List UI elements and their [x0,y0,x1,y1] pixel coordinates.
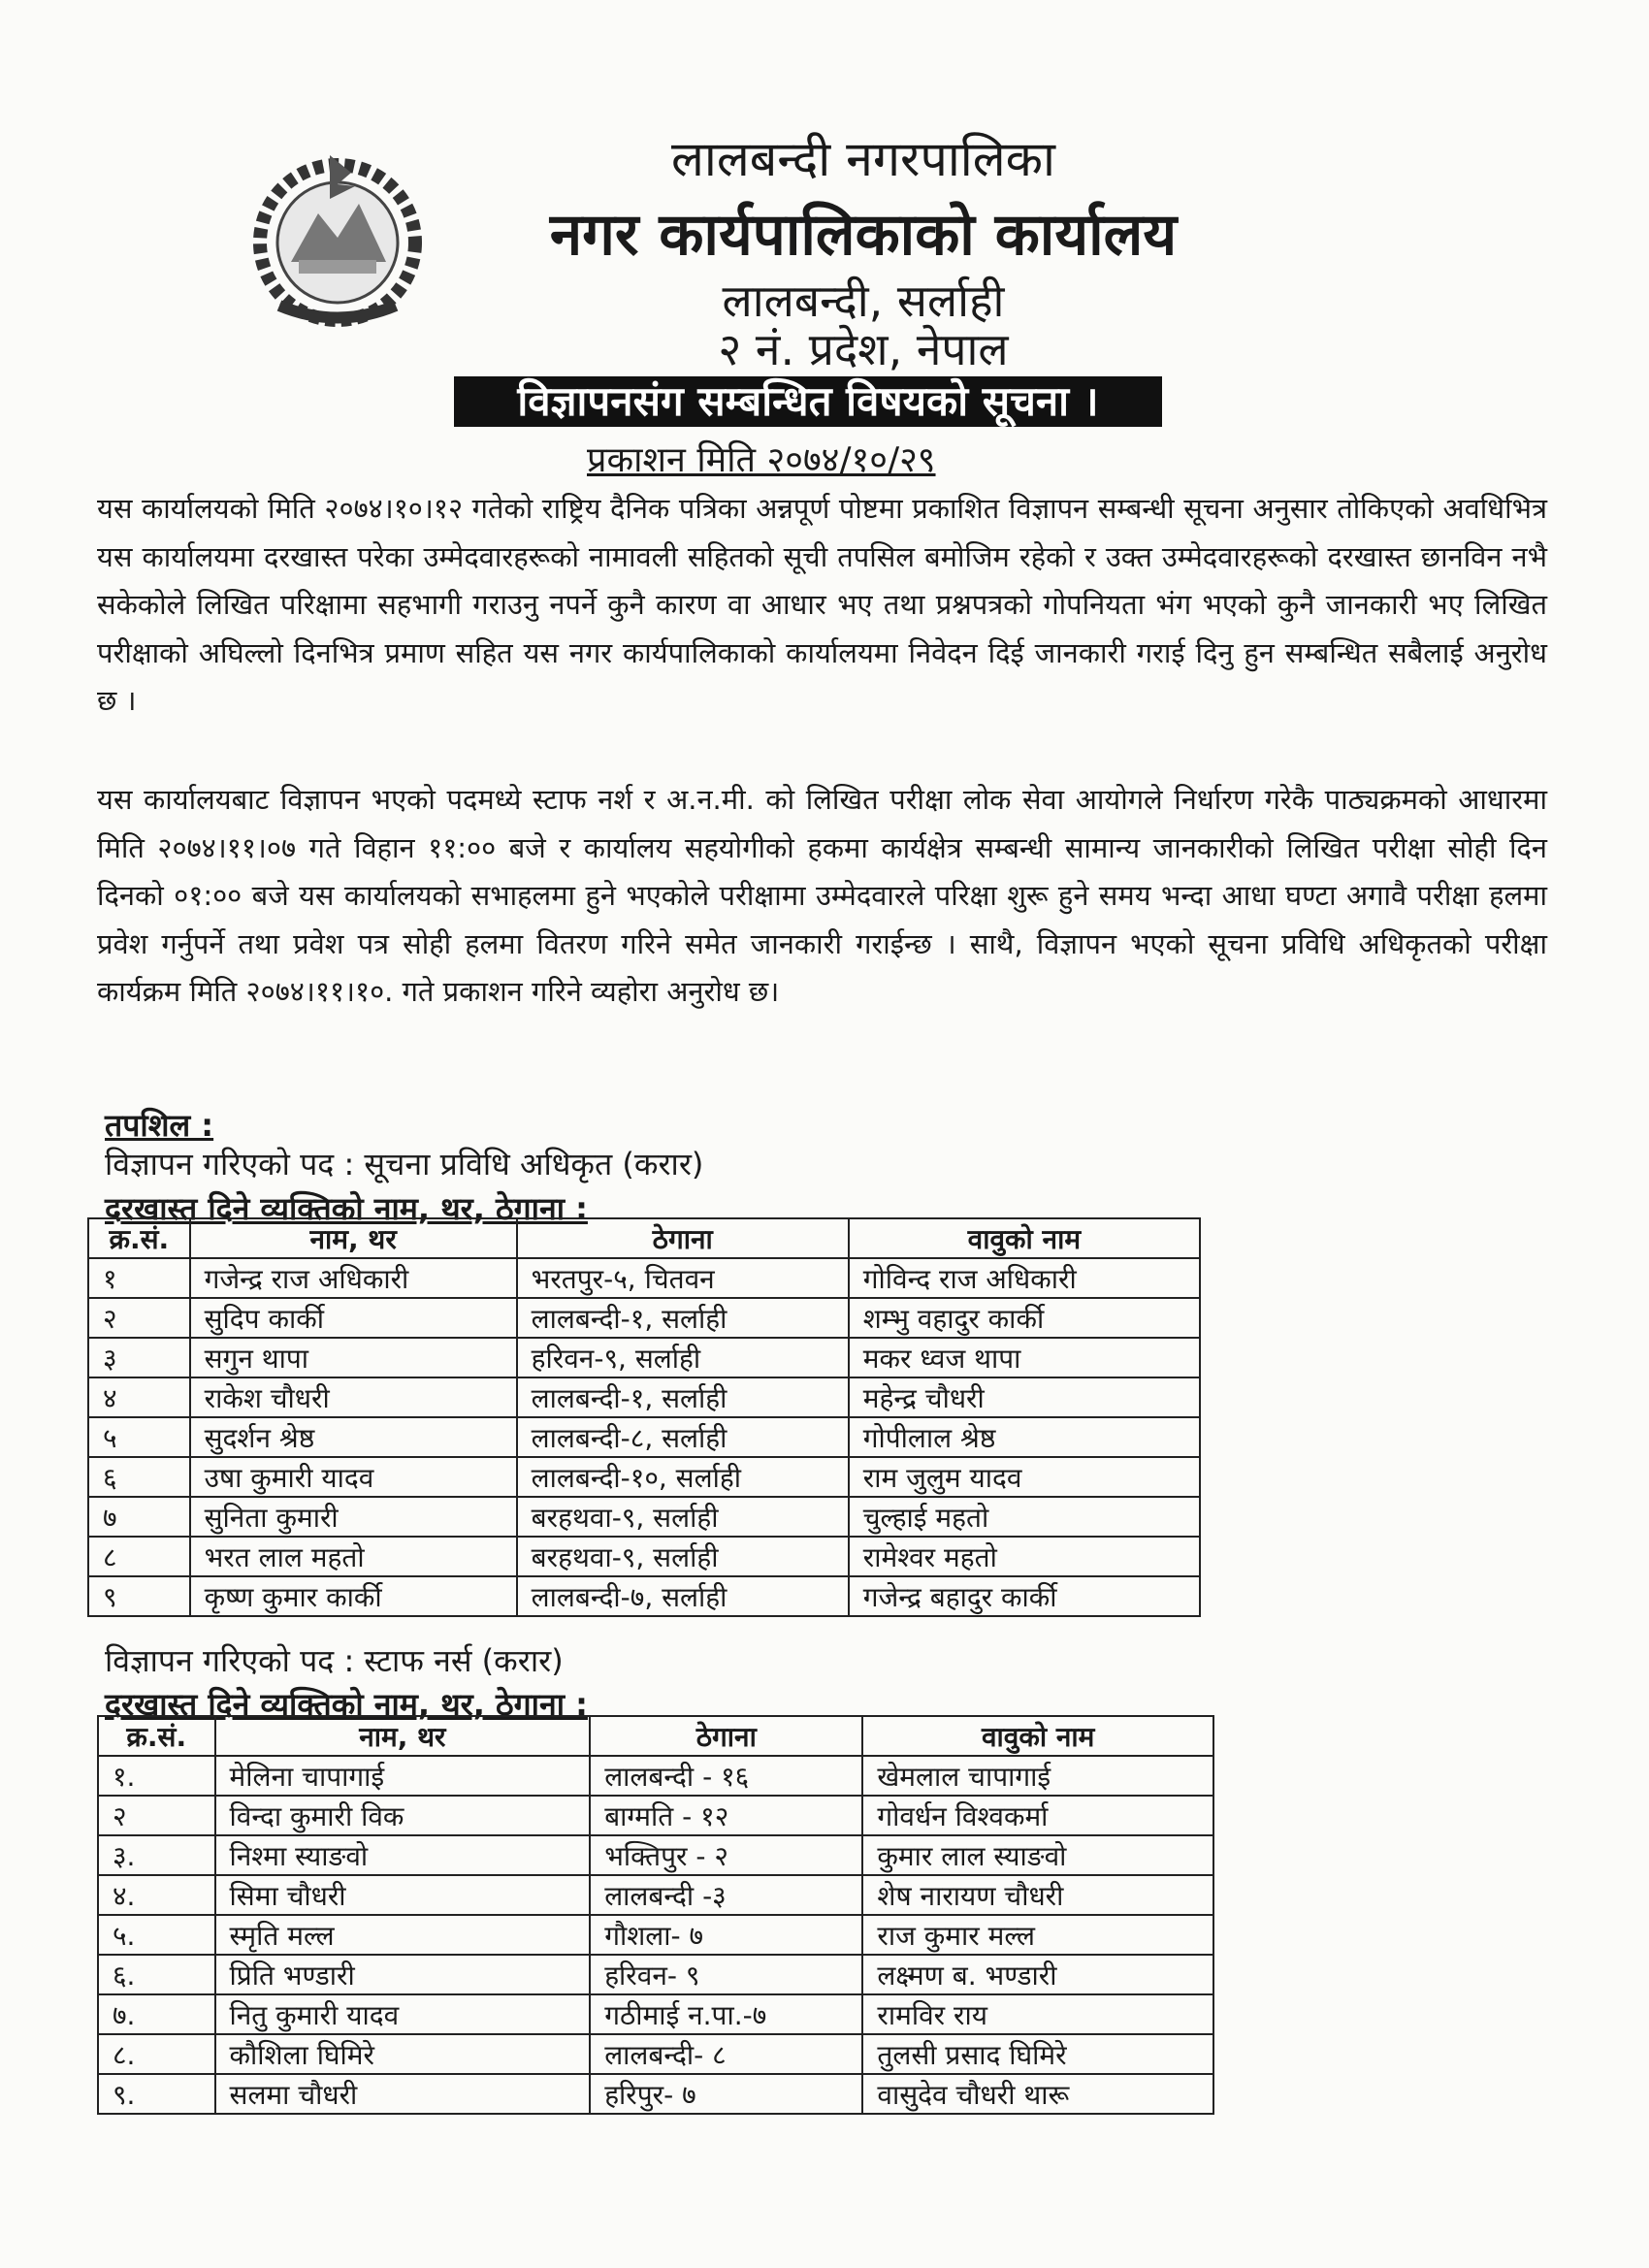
table-body [88,1258,1200,1616]
cell-name: कृष्ण कुमार कार्की [190,1576,517,1616]
cell-serial: ६. [98,1955,215,1994]
cell-address: लालबन्दी - १६ [590,1756,862,1796]
col-serial: क्र.सं. [98,1716,215,1756]
col-father-name: वावुको नाम [849,1218,1200,1258]
cell-serial: ८. [98,2034,215,2074]
cell-serial: ८ [88,1537,190,1576]
cell-father-name: रामविर राय [862,1994,1213,2034]
cell-father-name: गोपीलाल श्रेष्ठ [849,1417,1200,1457]
table-row [98,1955,1213,1994]
table-row [88,1576,1200,1616]
table-row [88,1457,1200,1497]
section1-post: विज्ञापन गरिएको पद : सूचना प्रविधि अधिकृत (करार) [105,1146,704,1183]
province-name: २ नं. प्रदेश, नेपाल [718,323,1009,375]
cell-father-name: रामेश्वर महतो [849,1537,1200,1576]
municipality-name: लालबन्दी नगरपालिका [670,131,1056,187]
cell-father-name: गोवर्धन विश्वकर्मा [862,1796,1213,1835]
cell-serial: १ [88,1258,190,1298]
tapasil-label: तपशिल : [105,1107,214,1144]
table-row [88,1377,1200,1417]
cell-serial: २ [88,1298,190,1338]
publication-date: प्रकाशन मिति २०७४/१०/२९ [587,440,936,480]
paragraph-1: यस कार्यालयको मिति २०७४।१०।१२ गतेको राष्ट्रिय दैनिक पत्रिका अन्नपूर्ण पोष्टमा प्रकाशित विज्ञापन सम्बन्धी सूचना अनुसार तोकिएको अवधिभित्र यस कार्यालयमा दरखास्त परेका उम्मेदवारहरूको नामावली सहितको सूची तपसिल बमोजिम रहेको र उक्त उम्मेदवारहरूको दरखास्त छानविन नभै सकेकोले लिखित परिक्षामा सहभागी गराउनु नपर्ने कुनै कारण वा आधार भए तथा प्रश्नपत्रको गोपनियता भंग भएको कुनै जानकारी भए लिखित परीक्षाको अघिल्लो दिनभित्र प्रमाण सहित यस नगर कार्यपालिकाको कार्यालयमा निवेदन दिई जानकारी गराई दिनु हुन सम्बन्धित सबैलाई अनुरोध छ । [97,492,1547,717]
cell-address: हरिपुर- ७ [590,2074,862,2114]
office-address: लालबन्दी, सर्लाही [722,275,1005,327]
cell-father-name: राज कुमार मल्ल [862,1915,1213,1955]
cell-father-name: मकर ध्वज थापा [849,1338,1200,1377]
cell-address: गौशला- ७ [590,1915,862,1955]
cell-serial: ७ [88,1497,190,1537]
cell-address: लालबन्दी -३ [590,1875,862,1915]
cell-name: कौशिला घिमिरे [215,2034,591,2074]
cell-serial: १. [98,1756,215,1796]
cell-name: उषा कुमारी यादव [190,1457,517,1497]
cell-serial: ४ [88,1377,190,1417]
cell-address: बरहथवा-९, सर्लाही [517,1497,849,1537]
table-row [98,1756,1213,1796]
cell-serial: २ [98,1796,215,1835]
office-name: नगर कार्यपालिकाको कार्यालय [549,201,1178,269]
cell-father-name: खेमलाल चापागाई [862,1756,1213,1796]
cell-name: सिमा चौधरी [215,1875,591,1915]
table-header-row [88,1218,1200,1258]
cell-serial: ९ [88,1576,190,1616]
cell-address: लालबन्दी- ८ [590,2034,862,2074]
notice-title: विज्ञापनसंग सम्बन्धित विषयको सूचना । [454,376,1162,427]
cell-serial: ५. [98,1915,215,1955]
section1-applicants-label: दरखास्त दिने व्यक्तिको नाम, थर, ठेगाना : [105,1190,588,1227]
col-serial: क्र.सं. [88,1218,190,1258]
col-name: नाम, थर [190,1218,517,1258]
cell-name: स्मृति मल्ल [215,1915,591,1955]
cell-name: नितु कुमारी यादव [215,1994,591,2034]
cell-name: सलमा चौधरी [215,2074,591,2114]
table-row [98,1796,1213,1835]
cell-name: सुदर्शन श्रेष्ठ [190,1417,517,1457]
cell-father-name: शेष नारायण चौधरी [862,1875,1213,1915]
applicants-table-it-officer [87,1217,1201,1617]
table-row [88,1497,1200,1537]
table-row [98,2074,1213,2114]
cell-serial: ४. [98,1875,215,1915]
table-body [98,1756,1213,2114]
cell-serial: ५ [88,1417,190,1457]
cell-address: बाग्मति - १२ [590,1796,862,1835]
cell-name: विन्दा कुमारी विक [215,1796,591,1835]
table-row [88,1537,1200,1576]
cell-address: बरहथवा-९, सर्लाही [517,1537,849,1576]
cell-father-name: शम्भु वहादुर कार्की [849,1298,1200,1338]
table-header-row [98,1716,1213,1756]
cell-address: लालबन्दी-१, सर्लाही [517,1377,849,1417]
cell-address: लालबन्दी-७, सर्लाही [517,1576,849,1616]
cell-name: सुनिता कुमारी [190,1497,517,1537]
section2-post: विज्ञापन गरिएको पद : स्टाफ नर्स (करार) [105,1642,564,1679]
applicants-table-staff-nurse [97,1715,1214,2115]
cell-father-name: तुलसी प्रसाद घिमिरे [862,2034,1213,2074]
table-row [98,1915,1213,1955]
cell-father-name: चुल्हाई महतो [849,1497,1200,1537]
cell-serial: ७. [98,1994,215,2034]
col-father-name: वावुको नाम [862,1716,1213,1756]
cell-serial: ३. [98,1835,215,1875]
cell-father-name: लक्ष्मण ब. भण्डारी [862,1955,1213,1994]
table-row [88,1258,1200,1298]
cell-address: हरिवन- ९ [590,1955,862,1994]
cell-name: भरत लाल महतो [190,1537,517,1576]
table-row [98,2034,1213,2074]
cell-father-name: गजेन्द्र बहादुर कार्की [849,1576,1200,1616]
cell-name: सगुन थापा [190,1338,517,1377]
table-row [98,1994,1213,2034]
cell-father-name: महेन्द्र चौधरी [849,1377,1200,1417]
cell-name: गजेन्द्र राज अधिकारी [190,1258,517,1298]
cell-address: भक्तिपुर - २ [590,1835,862,1875]
cell-address: हरिवन-९, सर्लाही [517,1338,849,1377]
table-row [88,1298,1200,1338]
cell-father-name: राम जुलुम यादव [849,1457,1200,1497]
cell-father-name: वासुदेव चौधरी थारू [862,2074,1213,2114]
col-address: ठेगाना [590,1716,862,1756]
cell-address: भरतपुर-५, चितवन [517,1258,849,1298]
cell-name: मेलिना चापागाई [215,1756,591,1796]
cell-name: सुदिप कार्की [190,1298,517,1338]
cell-serial: ९. [98,2074,215,2114]
table-row [98,1875,1213,1915]
col-address: ठेगाना [517,1218,849,1258]
table-row [88,1338,1200,1377]
cell-name: प्रिति भण्डारी [215,1955,591,1994]
cell-name: राकेश चौधरी [190,1377,517,1417]
cell-address: लालबन्दी-१०, सर्लाही [517,1457,849,1497]
cell-serial: ३ [88,1338,190,1377]
col-name: नाम, थर [215,1716,591,1756]
cell-address: लालबन्दी-१, सर्लाही [517,1298,849,1338]
cell-serial: ६ [88,1457,190,1497]
paragraph-2: यस कार्यालयबाट विज्ञापन भएको पदमध्ये स्टाफ नर्श र अ.न.मी. को लिखित परीक्षा लोक सेवा आयोगले निर्धारण गरेकै पाठ्यक्रमको आधारमा मिति २०७४।११।०७ गते विहान ११:०० बजे र कार्यालय सहयोगीको हकमा कार्यक्षेत्र सम्बन्धी सामान्य जानकारीको लिखित परीक्षा सोही दिन दिनको ०१:०० बजे यस कार्यालयको सभाहलमा हुने भएकोले परीक्षामा उम्मेदवारले परिक्षा शुरू हुने समय भन्दा आधा घण्टा अगावै परीक्षा हलमा प्रवेश गर्नुपर्ने तथा प्रवेश पत्र सोही हलमा वितरण गरिने समेत जानकारी गराईन्छ । साथै, विज्ञापन भएको सूचना प्रविधि अधिकृतको परीक्षा कार्यक्रम मिति २०७४।११।१०. गते प्रकाशन गरिने व्यहोरा अनुरोध छ। [97,783,1547,1008]
table-row [88,1417,1200,1457]
cell-address: लालबन्दी-८, सर्लाही [517,1417,849,1457]
cell-name: निश्मा स्याङवो [215,1835,591,1875]
cell-father-name: कुमार लाल स्याङवो [862,1835,1213,1875]
table-row [98,1835,1213,1875]
cell-address: गठीमाई न.पा.-७ [590,1994,862,2034]
cell-father-name: गोविन्द राज अधिकारी [849,1258,1200,1298]
section2-applicants-label: दरखास्त दिने व्यक्तिको नाम, थर, ठेगाना : [105,1686,588,1723]
